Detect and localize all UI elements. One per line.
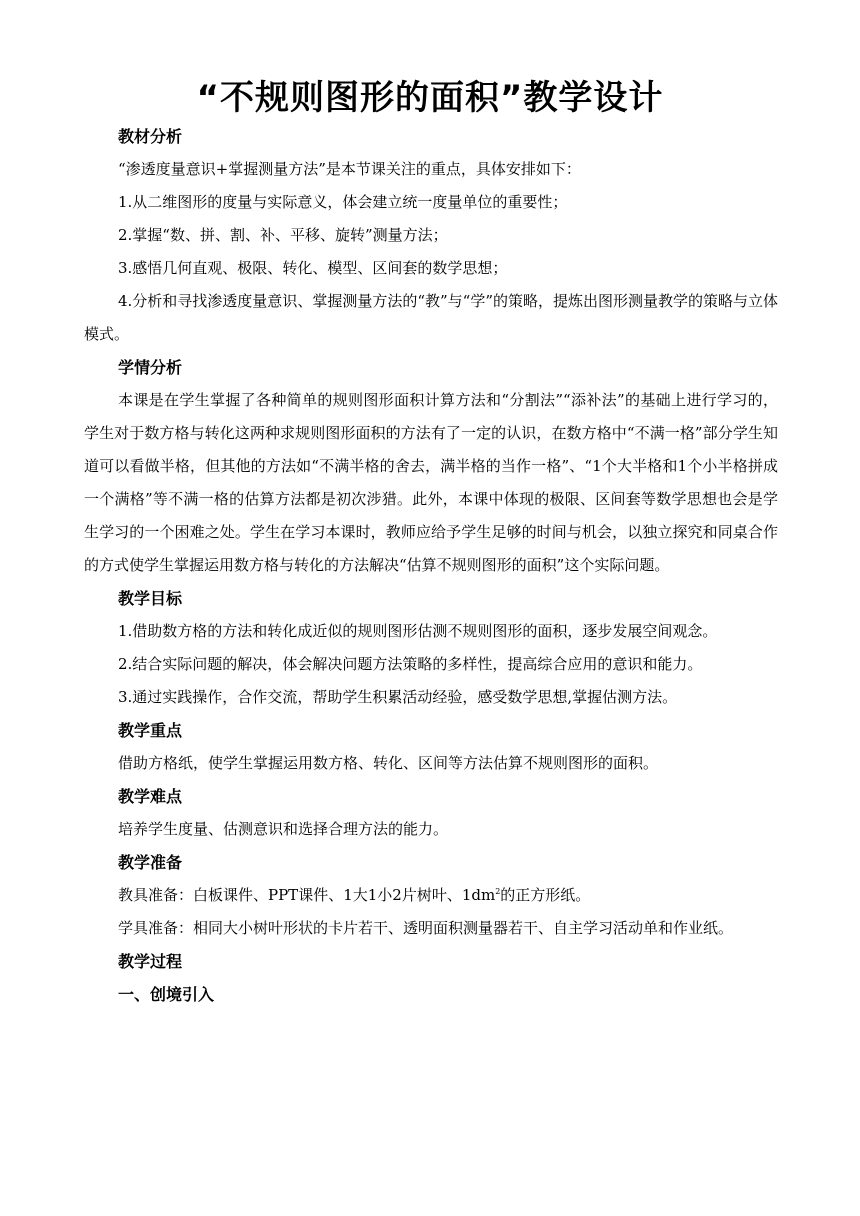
teacher-preparation-text: 教具准备：白板课件、PPT课件、1大1小2片树叶、1dm: [118, 886, 496, 904]
list-item: 3.感悟几何直观、极限、转化、模型、区间套的数学思想；: [118, 259, 508, 277]
section-heading-goals: 教学目标: [118, 589, 183, 608]
list-item: 1.借助数方格的方法和转化成近似的规则图形估测不规则图形的面积，逐步发展空间观念。: [118, 622, 718, 640]
paragraph-student-preparation: 学具准备：相同大小树叶形状的卡片若干、透明面积测量器若干、自主学习活动单和作业纸。: [118, 919, 734, 937]
section-heading-materials: 教材分析: [118, 127, 183, 146]
section-heading-learners: 学情分析: [118, 358, 183, 377]
section-heading-difficulties: 教学难点: [118, 787, 183, 806]
superscript-2: 2: [495, 887, 501, 896]
list-item: 4.分析和寻找渗透度量意识、掌握测量方法的“教”与“学”的策略，提炼出图形测量教学的策略与立体模式。: [84, 292, 778, 343]
document-title: “不规则图形的面积”教学设计: [196, 78, 664, 118]
list-item: 2.结合实际问题的解决，体会解决问题方法策略的多样性，提高综合应用的意识和能力。: [118, 655, 703, 673]
section-heading-process: 教学过程: [118, 952, 183, 971]
list-item: 2.掌握“数、拼、割、补、平移、旋转”测量方法；: [118, 226, 448, 244]
section-heading-key-points: 教学重点: [118, 721, 183, 740]
paragraph-difficulties: 培养学生度量、估测意识和选择合理方法的能力。: [118, 820, 449, 838]
list-item: 1.从二维图形的度量与实际意义，体会建立统一度量单位的重要性；: [118, 193, 568, 211]
paragraph-key-points: 借助方格纸，使学生掌握运用数方格、转化、区间等方法估算不规则图形的面积。: [118, 754, 659, 772]
section-heading-preparation: 教学准备: [118, 853, 183, 872]
document-body: [84, 120, 778, 1011]
sub-heading-introduction: 一、创境引入: [118, 985, 215, 1004]
paragraph-learners: 本课是在学生掌握了各种简单的规则图形面积计算方法和“分割法”“添补法”的基础上进行学习的，学生对于数方格与转化这两种求规则图形面积的方法有了一定的认识，在数方格中“不满一格”部分学生知道可以看做半格，但其他的方法如“不满半格的舍去，满半格的当作一格”、“1个大半格和1个小半格拼成一个满格”等不满一格的估算方法都是初次涉猎。此外，本课中体现的极限、区间套等数学思想也会是学生学习的一个困难之处。学生在学习本课时，教师应给予学生足够的时间与机会，以独立探究和同桌合作的方式使学生掌握运用数方格与转化的方法解决“估算不规则图形的面积”这个实际问题。: [84, 391, 778, 574]
paragraph-materials-intro: “渗透度量意识+掌握测量方法”是本节课关注的重点，具体安排如下：: [118, 160, 581, 178]
list-item: 3.通过实践操作，合作交流，帮助学生积累活动经验，感受数学思想,掌握估测方法。: [118, 688, 678, 706]
teacher-preparation-text-end: 的正方形纸。: [500, 886, 591, 904]
paragraph-teacher-preparation: [84, 879, 778, 912]
